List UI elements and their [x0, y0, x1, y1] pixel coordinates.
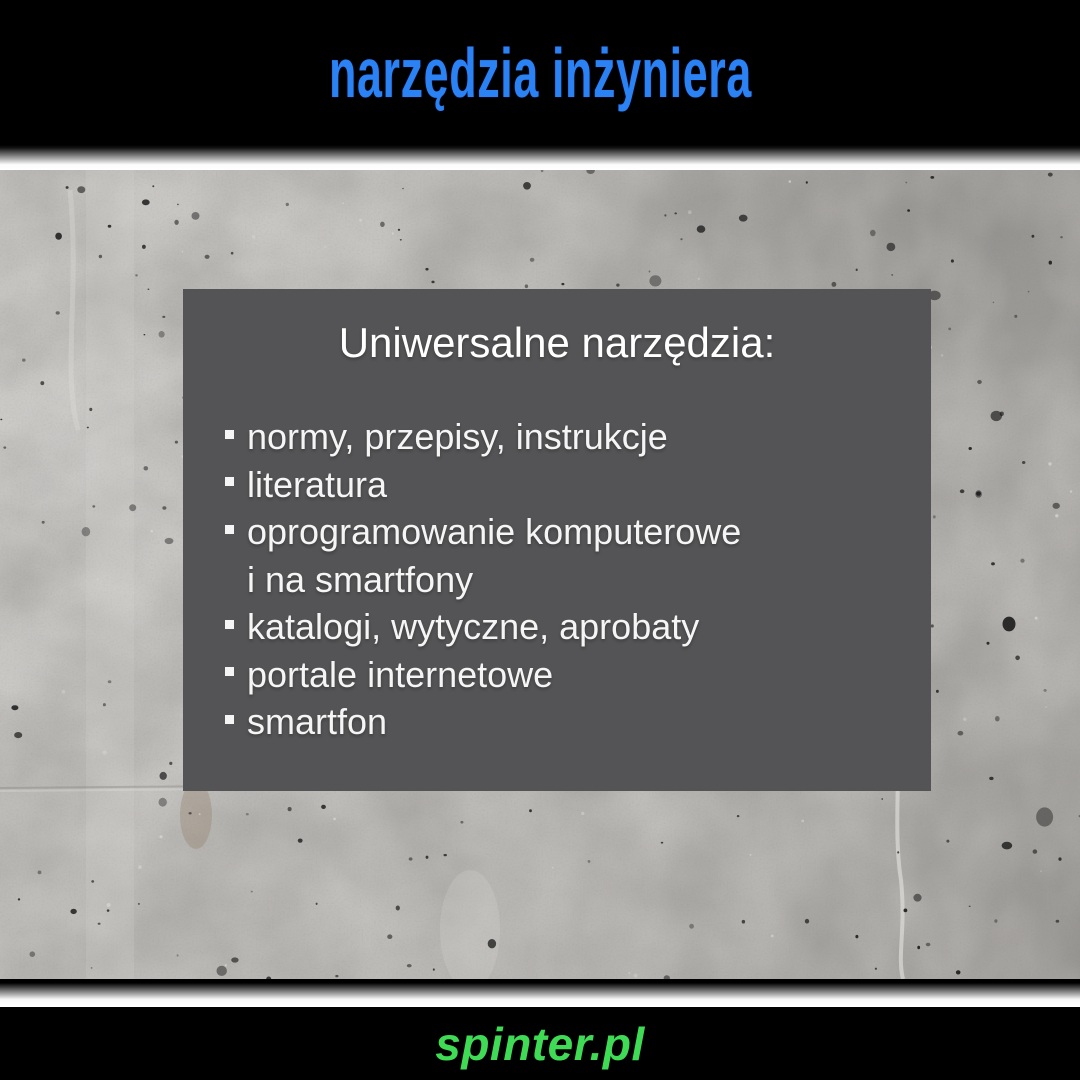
- list-item-text: normy, przepisy, instrukcje: [247, 416, 668, 457]
- panel-title: Uniwersalne narzędzia:: [338, 319, 776, 366]
- list-item: [225, 651, 901, 699]
- square-bullet-icon: [225, 477, 234, 486]
- list-item-text: oprogramowanie komputerowe: [247, 511, 742, 552]
- footer-brand: spinter.pl: [435, 1017, 645, 1070]
- list-item-text: katalogi, wytyczne, aprobaty: [247, 606, 700, 647]
- square-bullet-icon: [225, 667, 234, 676]
- top-separator-stripe: [0, 145, 1080, 170]
- bullet-list: [213, 413, 901, 746]
- square-bullet-icon: [225, 715, 234, 724]
- list-item: [225, 461, 901, 509]
- list-item-text: i na smartfony: [247, 558, 474, 600]
- square-bullet-icon: [225, 620, 234, 629]
- square-bullet-icon: [225, 430, 234, 439]
- header-band: [0, 0, 1080, 145]
- square-bullet-icon: [225, 525, 234, 534]
- header-title: narzędzia inżyniera: [328, 33, 752, 112]
- list-item-text: portale internetowe: [247, 653, 554, 695]
- list-item-text: literatura: [247, 463, 388, 505]
- concrete-background: [0, 170, 1080, 979]
- footer-band: [0, 1007, 1080, 1080]
- content-panel: [183, 289, 931, 791]
- list-item-text: smartfon: [247, 701, 388, 742]
- list-item: [225, 603, 901, 651]
- bottom-separator-stripe: [0, 979, 1080, 1007]
- list-item: [225, 508, 901, 603]
- list-item: [225, 413, 901, 461]
- list-item: [225, 698, 901, 746]
